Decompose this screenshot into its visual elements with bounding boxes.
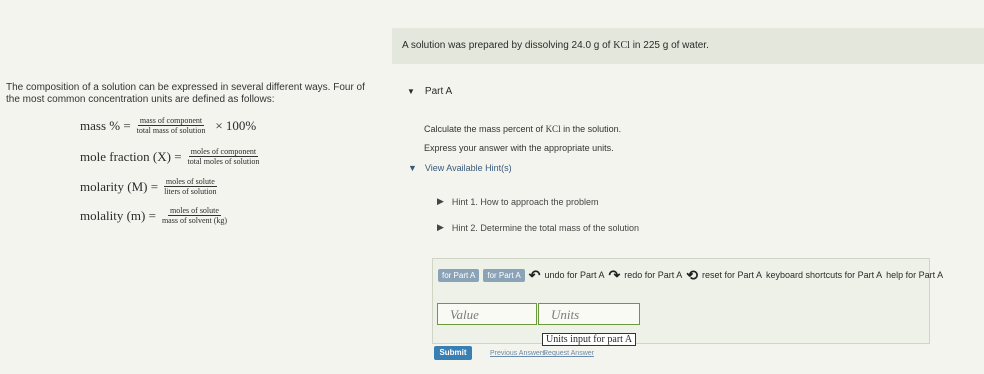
formula-molarity: molarity (M) = $\frac{\text{moles of solute}}{\text{liters of solution}}$ <box>80 177 217 196</box>
value-input[interactable]: Value <box>437 303 537 325</box>
keyboard-shortcuts-label[interactable]: keyboard shortcuts for Part A <box>766 270 883 280</box>
part-a-question: Calculate the mass percent of KCl in the solution. <box>424 124 622 134</box>
part-a-header[interactable] <box>407 86 452 97</box>
hint-2-item[interactable]: ▶ Hint 2. Determine the total mass of the solution <box>437 222 640 233</box>
hint-caret-icon: ▶ <box>437 222 444 232</box>
request-answer-link[interactable]: Request Answer <box>543 350 594 357</box>
help-label[interactable]: help for Part A <box>886 270 944 280</box>
collapse-triangle-icon: ▼ <box>407 87 415 96</box>
answer-toolbar: for Part A for Part A ↶ undo for Part A ↷ redo for Part A ⟲ reset for Part A keyboard shortcuts for Part A help for Part A <box>438 268 943 282</box>
problem-statement: A solution was prepared by dissolving 24.0 g of KCl in 225 g of water. <box>402 40 709 51</box>
undo-icon[interactable]: ↶ <box>528 267 541 283</box>
hint-1-item[interactable]: ▶ Hint 1. How to approach the problem <box>437 196 599 207</box>
units-input[interactable]: Units <box>538 303 640 325</box>
formula-mass-percent: mass % = $\frac{\text{mass of component}}{\text{total mass of solution}}$ × 100% <box>80 116 257 135</box>
templates-button[interactable]: for Part A <box>438 269 479 282</box>
units-tooltip: Units input for part A <box>542 333 636 346</box>
view-hints-label: View Available Hint(s) <box>424 163 512 173</box>
part-a-label: Part A <box>424 86 453 97</box>
submit-button[interactable]: Submit <box>434 346 472 360</box>
formula-molality: molality (m) = $\frac{\text{moles of solute}}{\text{mass of solvent (kg)}}$ <box>80 206 228 225</box>
formula-mole-fraction: mole fraction (X) = $\frac{\text{moles of component}}{\text{total moles of solution}}$ <box>80 147 260 166</box>
part-a-instruction: Express your answer with the appropriate units. <box>424 143 614 153</box>
redo-icon[interactable]: ↷ <box>608 267 621 283</box>
view-hints-toggle[interactable] <box>408 163 512 173</box>
previous-answers-link[interactable]: Previous Answers <box>490 350 546 357</box>
hint-caret-icon: ▶ <box>437 196 444 206</box>
reset-icon[interactable]: ⟲ <box>686 267 698 283</box>
symbols-button[interactable]: for Part A <box>483 269 524 282</box>
hints-caret-icon: ▼ <box>408 163 417 173</box>
intro-text: The composition of a solution can be expressed in several different ways. Four of the most common concentration units are defined as follows: <box>6 82 365 105</box>
